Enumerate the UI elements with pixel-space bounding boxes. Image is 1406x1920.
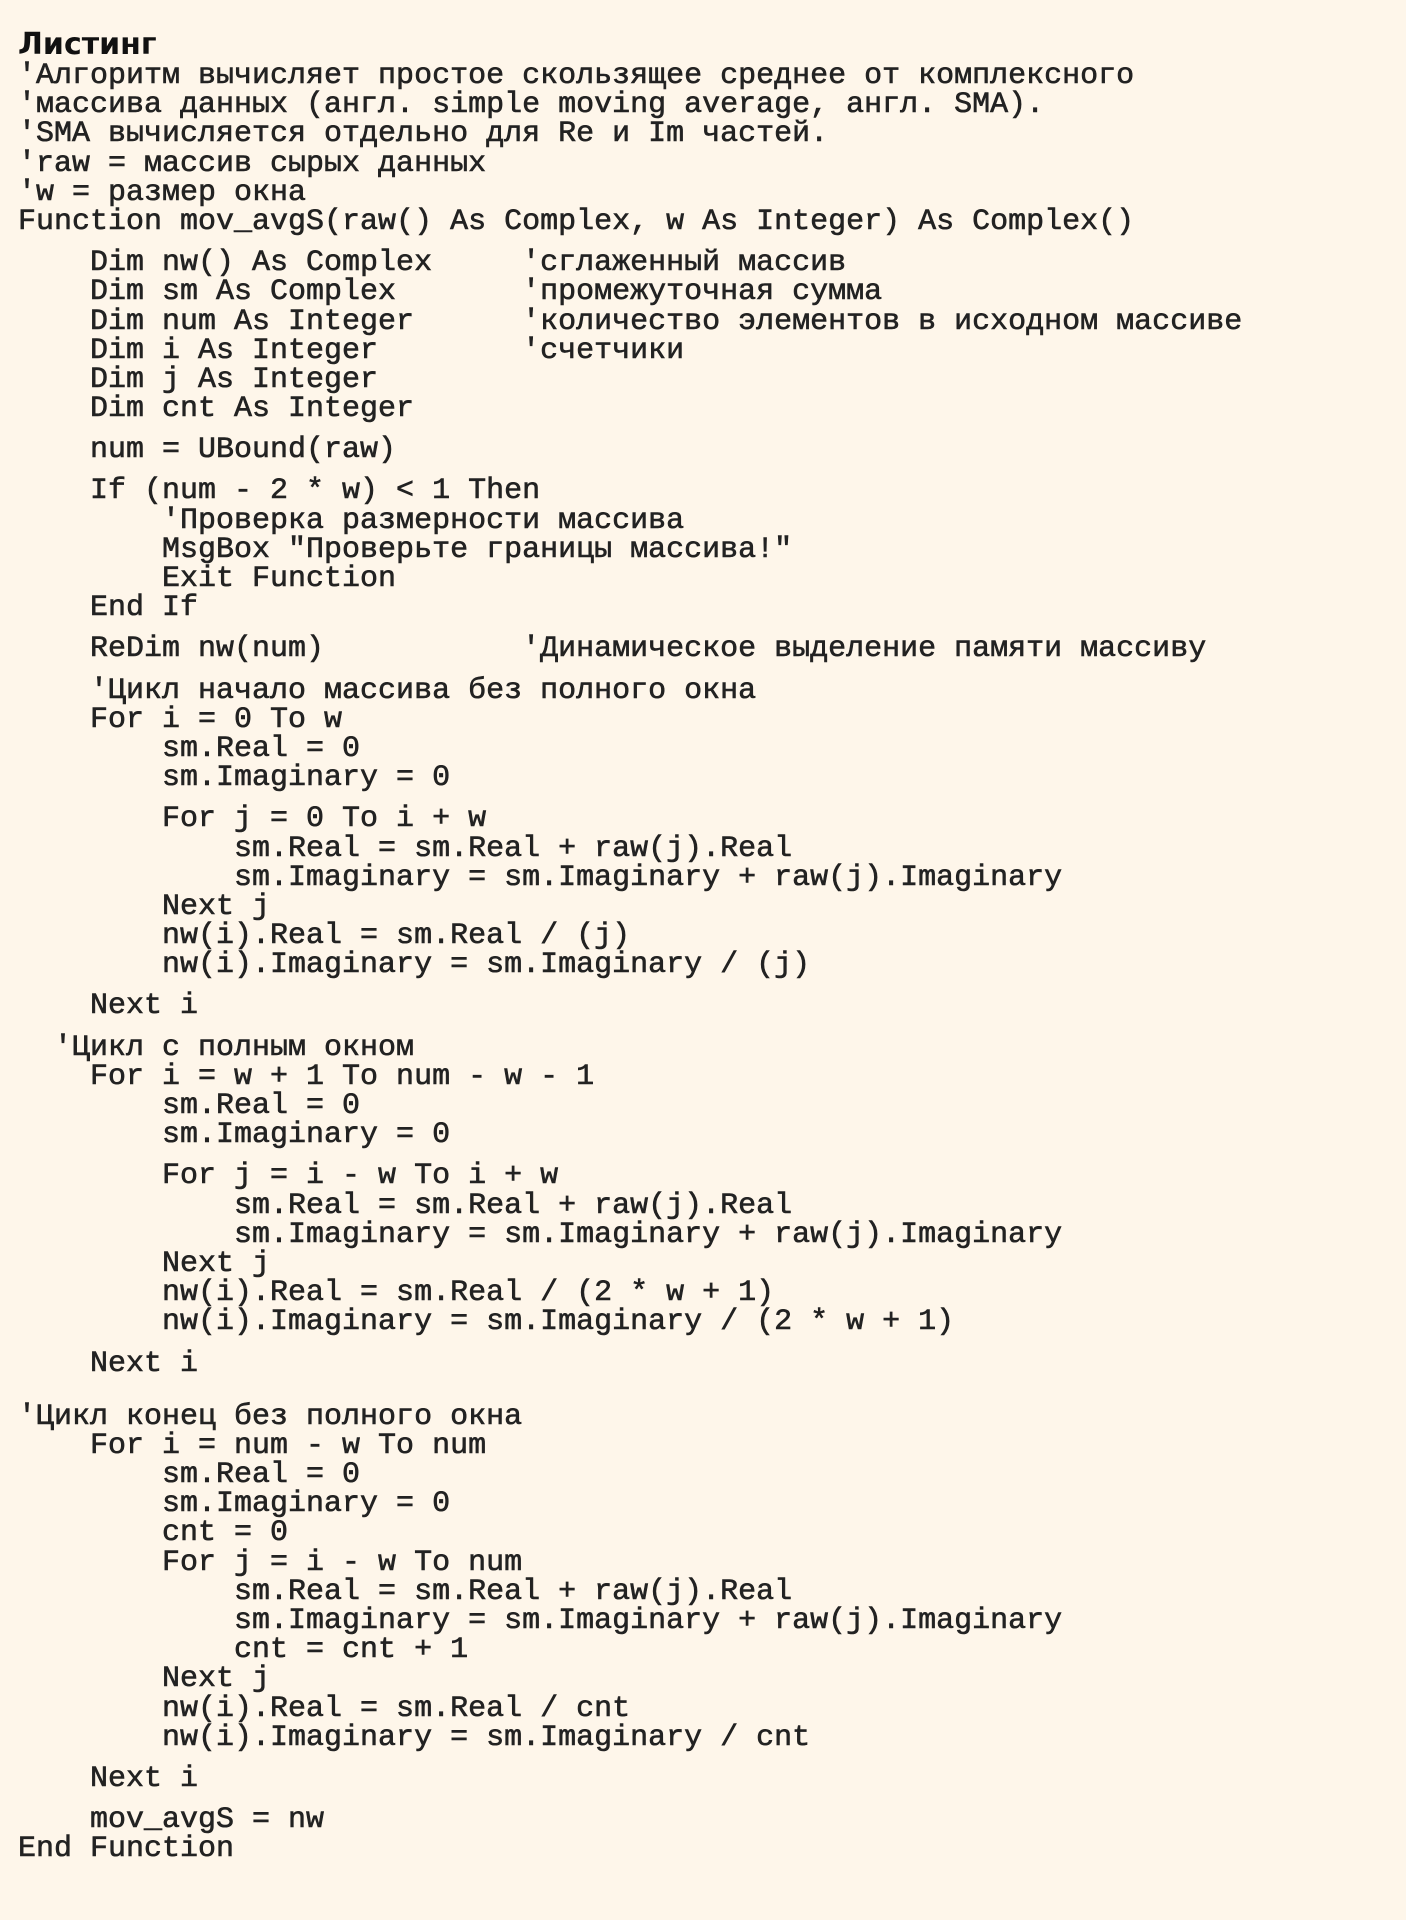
code-line: 'массива данных (англ. simple moving average, англ. SMA).	[18, 88, 1045, 123]
code-line: nw(i).Real = sm.Real / (j)	[18, 919, 631, 954]
code-line: For j = 0 To i + w	[18, 802, 487, 837]
code-line: 'raw = массив сырых данных	[18, 146, 487, 181]
code-line: 'Цикл начало массива без полного окна	[18, 673, 757, 708]
code-line: nw(i).Real = sm.Real / cnt	[18, 1691, 631, 1726]
code-line: sm.Imaginary = 0	[18, 1487, 451, 1522]
code-line: Next i	[18, 1761, 199, 1796]
code-line: Next i	[18, 1346, 199, 1381]
code-line: Dim nw() As Complex 'сглаженный массив	[18, 246, 847, 281]
code-line: sm.Real = 0	[18, 731, 361, 766]
code-line: sm.Real = sm.Real + raw(j).Real	[18, 831, 793, 866]
code-line: For i = 0 To w	[18, 702, 343, 737]
code-listing	[18, 28, 1398, 1865]
code-line: 'w = размер окна	[18, 175, 307, 210]
code-line: Next j	[18, 1662, 271, 1697]
code-line: Dim i As Integer 'счетчики	[18, 333, 685, 368]
code-line: For j = i - w To num	[18, 1545, 523, 1580]
code-line: num = UBound(raw)	[18, 433, 397, 468]
code-line: End Function	[18, 1832, 235, 1867]
code-line: sm.Real = sm.Real + raw(j).Real	[18, 1188, 793, 1223]
code-line: sm.Real = sm.Real + raw(j).Real	[18, 1574, 793, 1609]
code-line: End If	[18, 591, 199, 626]
code-line: For j = i - w To i + w	[18, 1159, 559, 1194]
code-line: Dim num As Integer 'количество элементов в исходном массиве	[18, 304, 1243, 339]
code-line: 'SMA вычисляется отдельно для Re и Im частей.	[18, 117, 829, 152]
code-line: Next j	[18, 889, 271, 924]
code-line: cnt = 0	[18, 1516, 289, 1551]
code-line: 'Алгоритм вычисляет простое скользящее среднее от комплексного	[18, 59, 1135, 93]
code-line: sm.Imaginary = 0	[18, 1118, 451, 1153]
code-line: 'Проверка размерности массива	[18, 503, 685, 538]
code-line: MsgBox "Проверьте границы массива!"	[18, 532, 793, 567]
listing-title: Листинг	[18, 27, 157, 62]
code-line: For i = w + 1 To num - w - 1	[18, 1059, 595, 1094]
code-line: Dim cnt As Integer	[18, 392, 415, 427]
code-line: cnt = cnt + 1	[18, 1633, 469, 1668]
code-line: Function mov_avgS(raw() As Complex, w As Integer) As Complex()	[18, 204, 1135, 239]
code-line: 'Цикл с полным окном	[18, 1030, 415, 1065]
code-line: sm.Real = 0	[18, 1458, 361, 1493]
code-line: nw(i).Imaginary = sm.Imaginary / (j)	[18, 948, 811, 983]
code-line: sm.Real = 0	[18, 1089, 361, 1123]
code-line: sm.Imaginary = sm.Imaginary + raw(j).Imaginary	[18, 860, 1063, 895]
code-line: Exit Function	[18, 562, 397, 596]
code-line: ReDim nw(num) 'Динамическое выделение памяти массиву	[18, 632, 1207, 667]
code-line: Next i	[18, 989, 199, 1024]
code-line: mov_avgS = nw	[18, 1803, 325, 1838]
code-line: Next j	[18, 1246, 271, 1281]
code-line: Dim sm As Complex 'промежуточная сумма	[18, 275, 883, 310]
code-block	[18, 59, 1398, 1867]
code-line: nw(i).Imaginary = sm.Imaginary / (2 * w + 1)	[18, 1305, 955, 1340]
code-line: If (num - 2 * w) < 1 Then	[18, 474, 541, 509]
code-line: nw(i).Imaginary = sm.Imaginary / cnt	[18, 1720, 811, 1755]
code-line: sm.Imaginary = sm.Imaginary + raw(j).Imaginary	[18, 1604, 1063, 1638]
code-line: sm.Imaginary = sm.Imaginary + raw(j).Imaginary	[18, 1217, 1063, 1252]
code-line: sm.Imaginary = 0	[18, 761, 451, 796]
code-line: Dim j As Integer	[18, 362, 379, 397]
code-line: nw(i).Real = sm.Real / (2 * w + 1)	[18, 1276, 775, 1311]
code-line: For i = num - w To num	[18, 1428, 487, 1463]
code-line: 'Цикл конец без полного окна	[18, 1399, 523, 1434]
